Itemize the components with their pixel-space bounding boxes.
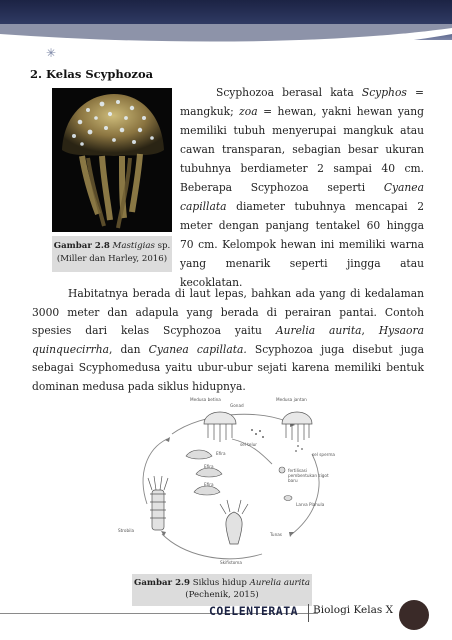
species-italic: Aurelia aurita: [275, 324, 362, 337]
label-sel-telur: sel telur: [240, 442, 258, 447]
text-run: = hewan, yakni hewan yang memiliki tubuh menyerupai mangkuk atau cawan transparan, sebagian besar ukuran tubuhnya berdiameter 2 sampai 40 cm. Beberapa Scyphozoa seperti: [180, 105, 424, 194]
footer-brand: COELENTERATA: [209, 604, 299, 618]
section-heading: 2. Kelas Scyphozoa: [30, 67, 154, 81]
label-gonad: Gonad: [230, 403, 244, 408]
text-run: Scyphozoa juga disebut juga sebagai Scyphomedusa yaitu ubur-ubur sejati karena memiliki bentuk dominan medusa pada siklus hidupnya.: [32, 342, 425, 393]
label-medusa-jantan: Medusa jantan: [276, 397, 307, 402]
label-strobila: Strobila: [118, 528, 135, 533]
label-skifistoma: Skifistoma: [220, 560, 242, 565]
species-italic: Cyanea capillata.: [148, 342, 247, 356]
text-run: diameter tubuhnya mencapai 2 meter dengan panjang tentakel 60 hingga 70 cm. Kelompok hewan ini memiliki warna yang menarik seperti jingga atau kecoklatan.: [180, 200, 424, 289]
figure2-label: Gambar 2.9: [133, 578, 191, 588]
footer-subject: Biologi Kelas X: [313, 604, 394, 616]
jellyfish-photo: [52, 88, 172, 232]
intro-paragraph: [180, 83, 424, 292]
label-sel-sperma: sel sperma: [312, 452, 335, 457]
text-run: , dan: [108, 342, 149, 356]
text-run: = mangkuk;: [180, 86, 424, 118]
habitat-paragraph: [32, 285, 424, 396]
label-medusa-betina: Medusa betina: [190, 397, 221, 402]
footer-separator: [308, 604, 309, 622]
figure-source: (Miller dan Harley, 2016): [56, 254, 168, 264]
header-curve: [0, 24, 452, 58]
term-italic: Scyphos: [361, 86, 407, 99]
species-italic: Cyanea capillata: [180, 181, 424, 213]
life-cycle-diagram: [112, 394, 362, 568]
text-run: Habitatnya berada di laut lepas, bahkan ada yang di kedalaman 3000 meter dan adapula yang berada di perairan pantai. Contoh spesies dari kelas Scyphozoa yaitu: [32, 287, 424, 337]
figure-label: Gambar 2.8: [53, 241, 110, 251]
figure2-text: Siklus hidup: [190, 578, 250, 588]
figure2-species: Aurelia aurita: [249, 578, 310, 588]
label-efira-1: Efira: [216, 451, 226, 456]
text-run: Scyphozoa berasal kata: [216, 86, 362, 99]
figure-species: Mastigias: [112, 241, 155, 251]
label-efira-2: Efira: [204, 464, 214, 469]
figure-caption: [52, 236, 172, 272]
term-italic: zoa: [239, 105, 258, 118]
label-efira-3: Efira: [204, 482, 214, 487]
label-fertilisasi: fertilisasi pembentukan zigot baru: [288, 468, 329, 483]
figure2-source: (Pechenik, 2015): [185, 590, 259, 600]
species-italic: Hysaora quinquecirrha: [32, 324, 424, 356]
figure-species-suffix: sp.: [154, 241, 171, 251]
label-larva-planula: Larva Planula: [296, 502, 325, 507]
label-tunas: Tunas: [270, 532, 282, 537]
figure-caption-2: [132, 574, 312, 606]
text-run: ,: [361, 324, 379, 337]
page-number-badge: [399, 600, 429, 630]
star-icon: ✳: [46, 46, 57, 60]
